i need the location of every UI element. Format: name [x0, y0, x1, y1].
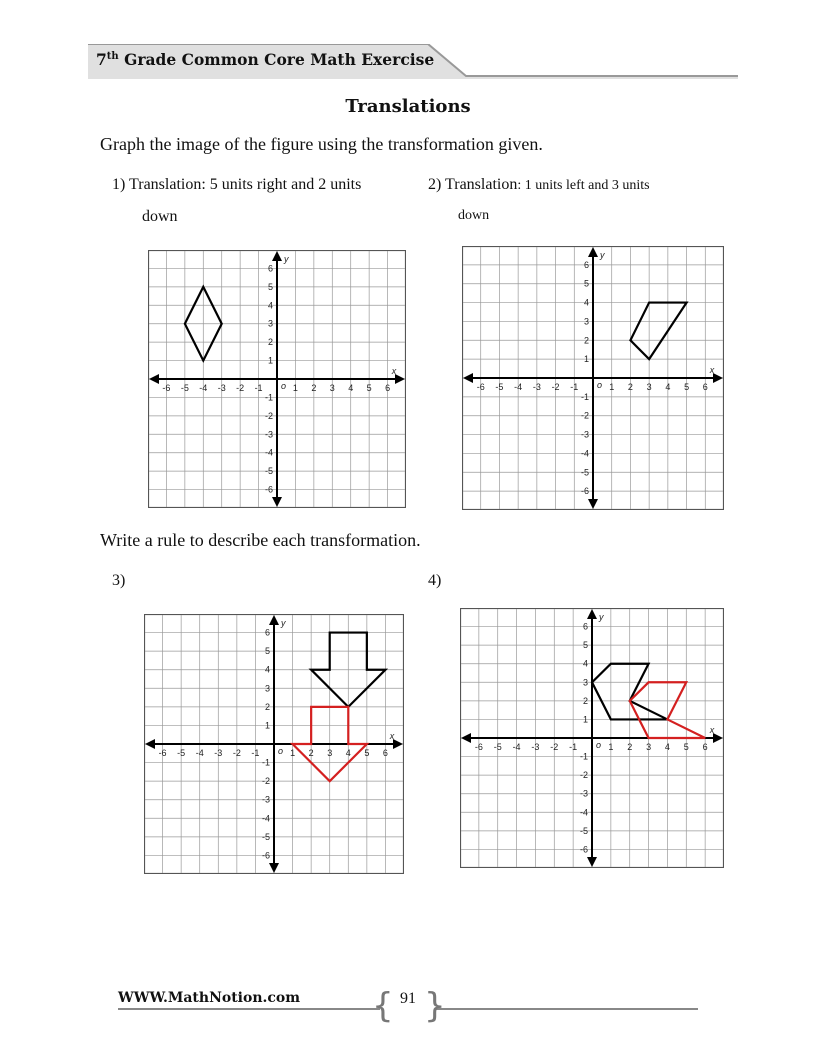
x-tick-label: -4	[195, 748, 204, 758]
x-tick-label: -3	[531, 742, 540, 752]
x-tick-label: -6	[474, 742, 483, 752]
x-tick-label: -5	[495, 382, 504, 392]
y-tick-label: 6	[583, 259, 589, 270]
y-tick-label: 4	[582, 658, 588, 669]
y-tick-label: -4	[261, 813, 270, 824]
y-tick-label: 2	[582, 695, 588, 706]
y-tick-label: 1	[264, 720, 270, 731]
x-axis-label: x	[709, 725, 715, 735]
origin-label: o	[597, 380, 603, 390]
x-tick-label: -4	[199, 383, 208, 393]
y-tick-label: -3	[261, 794, 270, 805]
x-tick-label: -5	[180, 383, 189, 393]
x-tick-label: 3	[327, 748, 333, 758]
x-tick-label: 6	[382, 748, 388, 758]
y-tick-label: -2	[579, 770, 588, 781]
y-tick-label: -5	[579, 825, 588, 836]
y-tick-label: -6	[580, 486, 589, 497]
origin-label: o	[281, 381, 287, 391]
x-tick-label: -3	[217, 383, 226, 393]
y-tick-label: 2	[267, 337, 273, 348]
y-tick-label: 1	[267, 355, 273, 366]
x-tick-label: 2	[311, 383, 317, 393]
x-tick-label: -5	[493, 742, 502, 752]
y-tick-label: -4	[264, 447, 273, 458]
x-axis-label: x	[389, 731, 395, 741]
y-tick-label: -3	[579, 788, 588, 799]
y-tick-label: -4	[580, 448, 589, 459]
y-tick-label: 3	[264, 683, 270, 694]
x-tick-label: 4	[345, 748, 351, 758]
x-tick-label: 2	[627, 382, 633, 392]
y-tick-label: -6	[261, 850, 270, 861]
y-tick-label: -2	[261, 776, 270, 787]
y-tick-label: -3	[264, 429, 273, 440]
x-tick-label: 5	[364, 748, 370, 758]
problem-3-label: 3)	[112, 572, 126, 589]
footer-line-left	[118, 1008, 380, 1010]
x-tick-label: 1	[608, 742, 614, 752]
x-tick-label: -6	[158, 748, 167, 758]
coordinate-grid-2	[462, 246, 724, 510]
y-tick-label: 2	[583, 335, 589, 346]
y-tick-label: 6	[264, 627, 270, 638]
y-axis-label: y	[599, 612, 604, 622]
x-axis-label: x	[709, 365, 715, 375]
y-tick-label: -1	[580, 391, 589, 402]
y-tick-label: 5	[582, 640, 588, 651]
x-tick-label: 6	[385, 383, 391, 393]
y-tick-label: -1	[579, 751, 588, 762]
y-tick-label: 6	[267, 263, 273, 274]
page-bracket-left: {	[372, 986, 394, 1026]
x-tick-label: -1	[570, 382, 579, 392]
x-tick-label: -4	[514, 382, 523, 392]
page-bracket-right: }	[424, 986, 446, 1026]
x-axis-label: x	[391, 366, 397, 376]
x-tick-label: 1	[292, 383, 298, 393]
x-tick-label: -1	[254, 383, 263, 393]
problem-1-line1: 1) Translation: 5 units right and 2 units	[112, 176, 362, 193]
x-tick-label: -2	[551, 382, 560, 392]
y-axis-label: y	[284, 254, 289, 264]
y-tick-label: 5	[264, 646, 270, 657]
y-tick-label: -6	[264, 484, 273, 495]
header-title: 7th Grade Common Core Math Exercise	[96, 50, 435, 69]
x-tick-label: 3	[646, 742, 652, 752]
x-tick-label: 5	[366, 383, 372, 393]
y-tick-label: -5	[580, 467, 589, 478]
y-tick-label: -4	[579, 807, 588, 818]
x-tick-label: 4	[665, 382, 671, 392]
x-tick-label: -4	[512, 742, 521, 752]
y-tick-label: -2	[264, 410, 273, 421]
problem-4-label: 4)	[428, 572, 442, 589]
y-tick-label: -6	[579, 844, 588, 855]
y-tick-label: 3	[267, 318, 273, 329]
footer-line-right	[436, 1008, 698, 1010]
y-tick-label: 4	[267, 300, 273, 311]
x-tick-label: -3	[214, 748, 223, 758]
y-tick-label: -3	[580, 429, 589, 440]
y-tick-label: 1	[582, 714, 588, 725]
x-tick-label: -1	[569, 742, 578, 752]
x-tick-label: -3	[532, 382, 541, 392]
origin-label: o	[596, 740, 602, 750]
problem-1-line2: down	[142, 208, 178, 225]
instruction-rule: Write a rule to describe each transformation.	[100, 530, 421, 550]
x-tick-label: -2	[236, 383, 245, 393]
y-tick-label: 5	[267, 281, 273, 292]
x-tick-label: -2	[550, 742, 559, 752]
footer-website[interactable]: WWW.MathNotion.com	[118, 990, 301, 1006]
x-tick-label: 2	[627, 742, 633, 752]
y-tick-label: 4	[583, 297, 589, 308]
x-tick-label: 1	[290, 748, 296, 758]
x-tick-label: -6	[476, 382, 485, 392]
x-tick-label: -5	[177, 748, 186, 758]
y-tick-label: 3	[582, 677, 588, 688]
x-tick-label: 5	[684, 382, 690, 392]
y-tick-label: -2	[580, 410, 589, 421]
y-tick-label: 5	[583, 278, 589, 289]
origin-label: o	[278, 746, 284, 756]
x-tick-label: -6	[162, 383, 171, 393]
x-tick-label: -1	[251, 748, 260, 758]
x-tick-label: 4	[348, 383, 354, 393]
x-tick-label: -2	[232, 748, 241, 758]
x-tick-label: 3	[329, 383, 335, 393]
y-axis-label: y	[600, 250, 605, 260]
x-tick-label: 6	[702, 382, 708, 392]
x-tick-label: 6	[702, 742, 708, 752]
instruction-graph: Graph the image of the figure using the transformation given.	[100, 134, 543, 154]
y-tick-label: -1	[264, 392, 273, 403]
x-tick-label: 5	[683, 742, 689, 752]
y-tick-label: 1	[583, 354, 589, 365]
x-tick-label: 1	[609, 382, 615, 392]
page-number: 91	[400, 990, 416, 1007]
y-tick-label: 2	[264, 701, 270, 712]
y-tick-label: -1	[261, 757, 270, 768]
x-tick-label: 3	[646, 382, 652, 392]
y-tick-label: 3	[583, 316, 589, 327]
y-tick-label: -5	[264, 466, 273, 477]
y-tick-label: 4	[264, 664, 270, 675]
coordinate-grid-4	[460, 608, 724, 868]
x-tick-label: 4	[664, 742, 670, 752]
coordinate-grid-3	[144, 614, 404, 874]
problem-2-line1: 2) Translation: 1 units left and 3 units	[428, 176, 650, 193]
y-tick-label: -5	[261, 831, 270, 842]
y-axis-label: y	[281, 618, 286, 628]
coordinate-grid-1	[148, 250, 406, 508]
problem-2-line2: down	[458, 208, 490, 223]
page-title: Translations	[345, 96, 471, 117]
y-tick-label: 6	[582, 621, 588, 632]
x-tick-label: 2	[308, 748, 314, 758]
